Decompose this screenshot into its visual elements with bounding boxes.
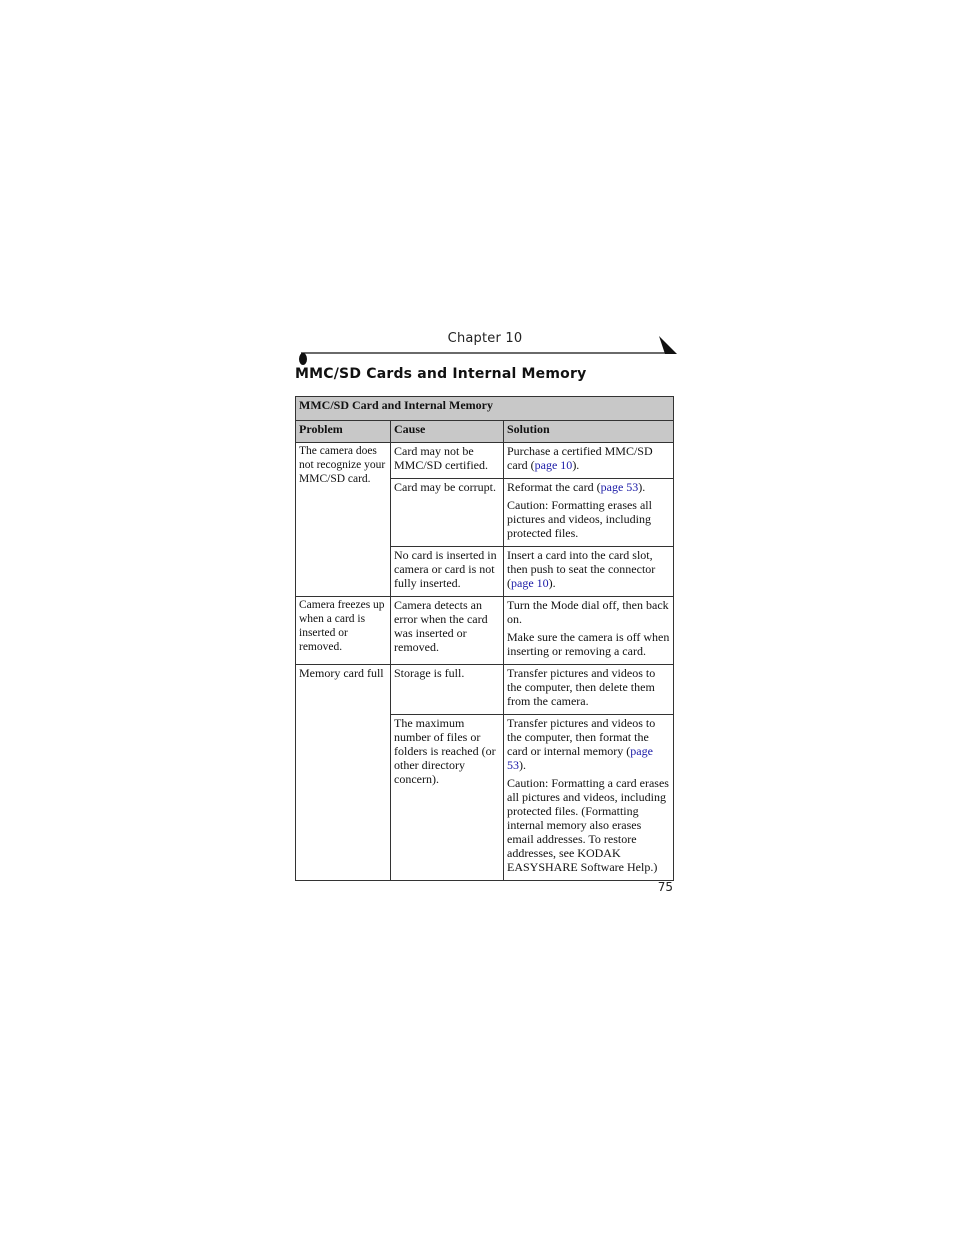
solution-text: Reformat the card (page 53).	[507, 480, 646, 494]
table-header-row	[296, 421, 674, 443]
solution-cell: Transfer pictures and videos to the computer, then delete them from the camera.	[504, 665, 674, 715]
page-link[interactable]: page 10	[534, 458, 573, 472]
caution-note: Caution: Formatting a card erases all pictures and videos, including protected files. (Formatting internal memory also erases email addresses. To restore addresses, see KODAK EASYSHARE Software Help.)	[507, 776, 669, 874]
solution-text: Turn the Mode dial off, then back on.	[507, 598, 669, 626]
cause-cell: Storage is full.	[391, 665, 504, 715]
column-header-cause: Cause	[391, 421, 504, 443]
column-header-problem: Problem	[296, 421, 391, 443]
table-row	[296, 597, 674, 665]
chapter-label: Chapter 10	[447, 331, 523, 346]
page-link[interactable]: page 10	[511, 576, 549, 590]
column-header-solution: Solution	[504, 421, 674, 443]
caution-note: Caution: Formatting erases all pictures and videos, including protected files.	[507, 498, 652, 540]
header-rule	[295, 334, 680, 366]
page-link[interactable]: page 53	[507, 744, 653, 772]
page-number: 75	[657, 880, 673, 894]
table-title: MMC/SD Card and Internal Memory	[296, 397, 674, 421]
solution-cell: Purchase a certified MMC/SD card (page 10).	[504, 443, 674, 479]
header-rule-dot	[299, 353, 307, 365]
cause-cell: Card may not be MMC/SD certified.	[391, 443, 504, 479]
cause-cell: Camera detects an error when the card was inserted or removed.	[391, 597, 504, 665]
cause-cell: No card is inserted in camera or card is not fully inserted.	[391, 547, 504, 597]
troubleshooting-table	[295, 396, 674, 881]
cause-cell: The maximum number of files or folders is reached (or other directory concern).	[391, 715, 504, 881]
table-title-row	[296, 397, 674, 421]
problem-cell: The camera does not recognize your MMC/SD card.	[296, 443, 391, 597]
caution-note: Make sure the camera is off when inserting or removing a card.	[507, 630, 670, 658]
solution-cell	[504, 597, 674, 665]
problem-cell: Memory card full	[296, 665, 391, 881]
solution-cell	[504, 479, 674, 547]
page-link[interactable]: page 53	[600, 480, 639, 494]
table-row	[296, 665, 674, 715]
section-title: MMC/SD Cards and Internal Memory	[295, 366, 587, 382]
header-rule-arrow	[659, 336, 677, 354]
problem-cell: Camera freezes up when a card is inserted or removed.	[296, 597, 391, 665]
table-row	[296, 443, 674, 479]
solution-cell	[504, 715, 674, 881]
cause-cell: Card may be corrupt.	[391, 479, 504, 547]
solution-text: Transfer pictures and videos to the computer, then format the card or internal memory (page 53).	[507, 716, 656, 772]
solution-cell: Insert a card into the card slot, then push to seat the connector (page 10).	[504, 547, 674, 597]
